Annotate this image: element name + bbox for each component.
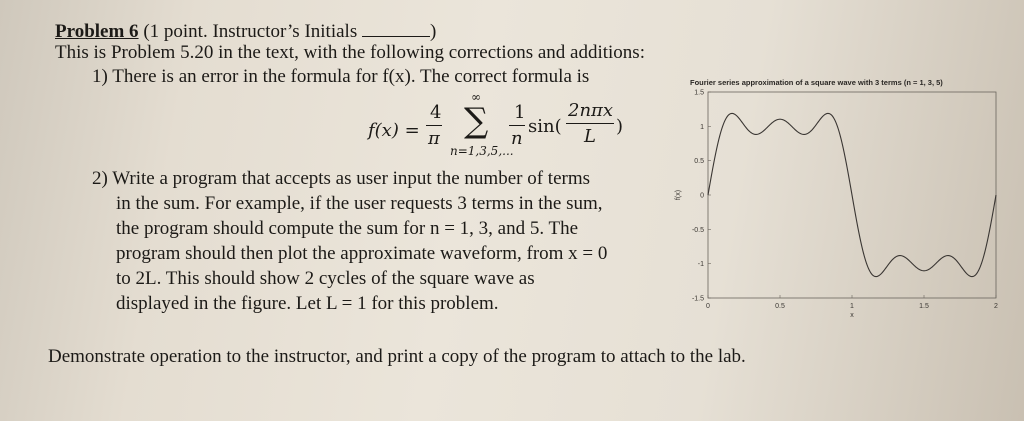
- x-tick-label: 1: [850, 303, 854, 310]
- fourier-formula: [368, 90, 638, 165]
- item-2-line-2: in the sum. For example, if the user requests 3 terms in the sum,: [116, 193, 603, 214]
- formula-arg-den: L: [584, 126, 596, 147]
- formula-close: ): [616, 116, 624, 137]
- formula-num-term: 1: [514, 102, 526, 123]
- x-tick-label: 0: [706, 303, 710, 310]
- item-2-line-4: program should then plot the approximate waveform, from x = 0: [116, 243, 608, 264]
- y-tick-label: 0.5: [694, 158, 704, 166]
- initials-blank[interactable]: [362, 20, 430, 37]
- formula-sum-bottom: n=1,3,5,...: [450, 144, 514, 158]
- y-tick-label: 1: [700, 123, 704, 131]
- y-tick-label: 0: [700, 192, 704, 200]
- formula-lhs: f(x) =: [368, 120, 420, 141]
- series-line: [708, 113, 996, 276]
- y-tick-label: 1.5: [694, 89, 704, 97]
- chart-title: Fourier series approximation of a square wave with 3 terms (n = 1, 3, 5): [690, 78, 943, 87]
- y-axis-label: f(x): [675, 189, 682, 201]
- problem-header-line: [55, 20, 436, 43]
- sigma-symbol: ∑: [464, 101, 489, 141]
- item-2-line-1: 2) Write a program that accepts as user input the number of terms: [92, 168, 590, 189]
- formula-frac-bar-3: [566, 123, 614, 124]
- x-tick-label: 2: [994, 303, 998, 310]
- formula-frac-bar-1: [426, 125, 442, 126]
- formula-num-coef: 4: [430, 102, 442, 123]
- problem-points: (1 point. Instructor’s Initials: [143, 21, 358, 42]
- formula-den-coef: π: [428, 128, 440, 149]
- formula-sum-top: ∞: [471, 90, 481, 104]
- y-tick-label: -0.5: [691, 226, 704, 234]
- item-2-line-5: to 2L. This should show 2 cycles of the square wave as: [116, 268, 535, 289]
- problem-heading: Problem 6: [55, 21, 139, 42]
- fourier-plot: [668, 78, 1008, 323]
- formula-frac-bar-2: [509, 125, 525, 126]
- item-2-line-6: displayed in the figure. Let L = 1 for this problem.: [116, 293, 499, 314]
- y-tick-label: -1.5: [691, 295, 704, 303]
- item-1-text: 1) There is an error in the formula for f(x). The correct formula is: [92, 66, 590, 87]
- close-paren: ): [429, 21, 437, 42]
- item-2-line-3: the program should compute the sum for n = 1, 3, and 5. The: [116, 218, 579, 239]
- y-tick-label: -1: [697, 261, 704, 269]
- footer-instructions: Demonstrate operation to the instructor, and print a copy of the program to attach to the lab.: [48, 346, 746, 367]
- formula-sin: sin(: [528, 116, 562, 137]
- x-axis-label: x: [850, 312, 854, 319]
- formula-arg-num: 2nπx: [568, 100, 614, 121]
- formula-den-term: n: [511, 128, 523, 149]
- problem-intro: This is Problem 5.20 in the text, with the following corrections and additions:: [55, 42, 645, 63]
- x-tick-label: 1.5: [919, 303, 929, 310]
- x-tick-label: 0.5: [775, 303, 785, 310]
